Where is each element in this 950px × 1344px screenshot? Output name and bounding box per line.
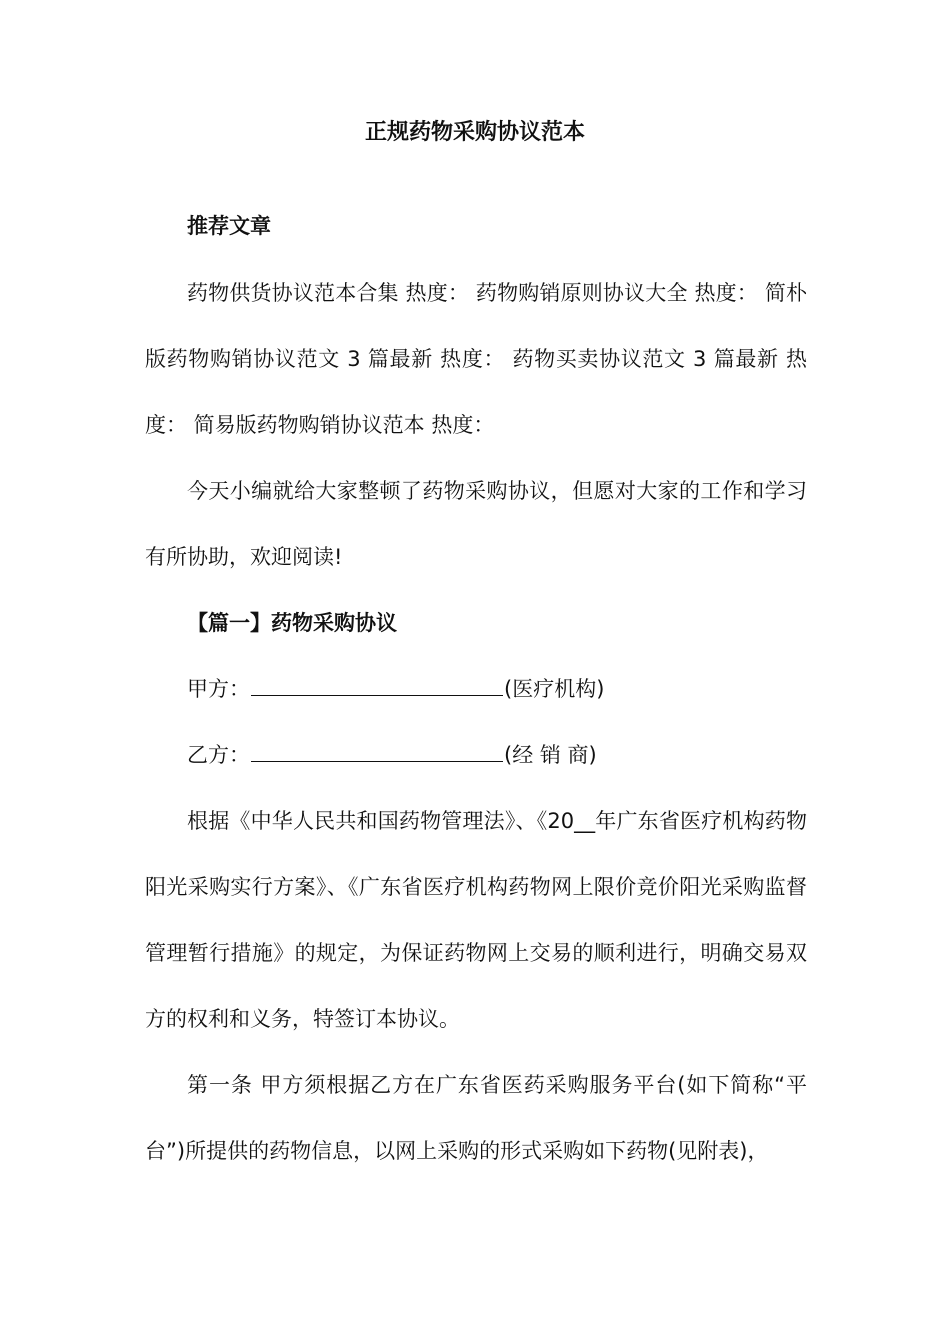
party-a-blank <box>251 673 503 696</box>
article-1-paragraph: 第一条 甲方须根据乙方在广东省医药采购服务平台(如下简称“平台”)所提供的药物信息，以网上采购的形式采购如下药物(见附表)， <box>145 1073 807 1163</box>
party-a-label: 甲方： <box>187 677 250 701</box>
basis-paragraph: 根据《中华人民共和国药物管理法》、《20__年广东省医疗机构药物阳光采购实行方案》、《广东省医疗机构药物网上限价竞价阳光采购监督管理暂行措施》的规定，为保证药物网上交易的顺利进行，明确交易双方的权利和义务，特签订本协议。 <box>145 809 807 1031</box>
intro-paragraph: 今天小编就给大家整顿了药物采购协议，但愿对大家的工作和学习有所协助，欢迎阅读! <box>145 479 807 569</box>
party-a-line <box>187 670 604 708</box>
recommended-articles: 药物供货协议范本合集 热度： 药物购销原则协议大全 热度： 简朴版药物购销协议范文 3 篇最新 热度： 药物买卖协议范文 3 篇最新 热度： 简易版药物购销协议范本 热度： <box>145 281 807 437</box>
party-b-role: (经 销 商) <box>504 743 597 767</box>
recommended-heading: 推荐文章 <box>187 214 271 238</box>
party-a-role: (医疗机构) <box>504 677 605 701</box>
party-b-label: 乙方： <box>187 743 250 767</box>
section-heading: 【篇一】药物采购协议 <box>187 611 397 635</box>
document-title: 正规药物采购协议范本 <box>364 120 585 145</box>
party-b-line <box>187 736 597 774</box>
party-b-blank <box>251 739 503 762</box>
